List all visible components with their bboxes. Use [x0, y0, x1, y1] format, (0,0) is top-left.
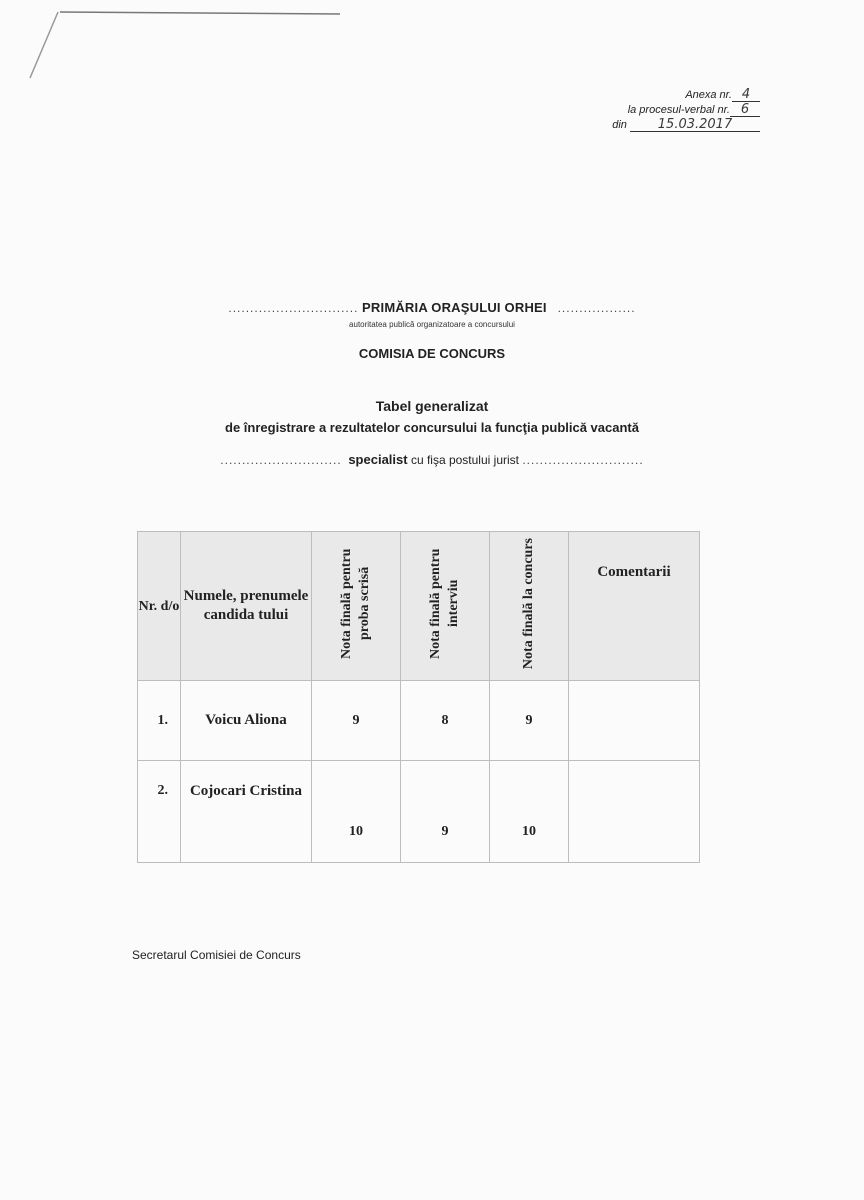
table-header-row: [138, 532, 700, 681]
annex-number: 4: [732, 88, 760, 102]
results-table: [137, 531, 700, 863]
header-interview-label: Nota finală pentru interviu: [428, 548, 461, 659]
row-name: Voicu Aliona: [181, 681, 312, 761]
table-row: [138, 761, 700, 863]
document-title: Tabel generalizat: [375, 398, 489, 414]
annex-date-label: din: [612, 119, 627, 131]
row-comments: [569, 761, 700, 863]
secretary-signature-line: Secretarul Comisiei de Concurs: [132, 948, 301, 962]
table-row: [138, 681, 700, 761]
annex-minutes-number: 6: [730, 103, 760, 117]
dots-right: ..................: [557, 301, 636, 315]
document-subtitle: de înregistrare a rezultatelor concursului la funcţia publică vacantă: [225, 420, 639, 435]
row-name: Cojocari Cristina: [181, 761, 312, 863]
annex-block: [560, 88, 760, 133]
annex-minutes-line: [560, 103, 760, 118]
row-nr: 1.: [138, 681, 181, 761]
position-line: [0, 452, 864, 467]
dots-left: ..............................: [228, 301, 359, 315]
row-final: 10: [490, 761, 569, 863]
row-written: 10: [312, 761, 401, 863]
annex-date: 15.03.2017: [630, 118, 760, 132]
row-written: 9: [312, 681, 401, 761]
position-suffix: cu fişa postului jurist: [410, 453, 519, 467]
header-written-label: Nota finală pentru proba scrisă: [339, 548, 372, 659]
annex-date-line: [560, 118, 760, 133]
row-nr: 2.: [138, 761, 181, 863]
commission-title: COMISIA DE CONCURS: [358, 346, 506, 361]
header-interview: [401, 532, 490, 681]
header-final: [490, 532, 569, 681]
header-comments: [569, 532, 700, 681]
row-interview: 8: [401, 681, 490, 761]
header-written: [312, 532, 401, 681]
annex-minutes-label: la procesul-verbal nr.: [627, 104, 730, 116]
row-final: 9: [490, 681, 569, 761]
header-comments-label: Comentarii: [597, 564, 671, 580]
header-nr: Nr. d/o: [138, 532, 181, 681]
header-final-label: Nota finală la concurs: [521, 537, 536, 670]
organization-line: [0, 300, 864, 315]
row-interview: 9: [401, 761, 490, 863]
row-comments: [569, 681, 700, 761]
position-name: specialist: [348, 452, 408, 467]
annex-number-line: [560, 88, 760, 103]
header-name: Numele, prenumele candida tului: [181, 532, 312, 681]
position-dots-left: ............................: [220, 453, 342, 467]
annex-label: Anexa nr.: [685, 89, 732, 101]
organization-name: PRIMĂRIA ORAŞULUI ORHEI: [362, 300, 547, 315]
position-dots-right: ............................: [522, 453, 644, 467]
organization-caption: autoritatea publică organizatoare a concursului: [349, 320, 515, 329]
